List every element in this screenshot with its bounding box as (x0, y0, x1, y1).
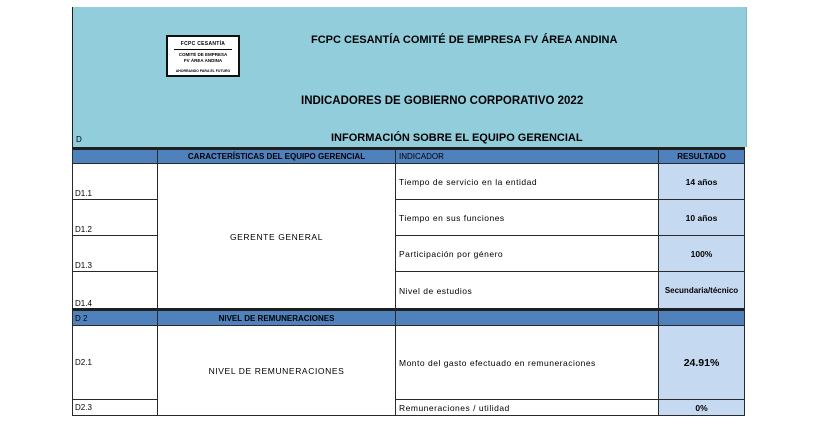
indicator-cell: Remuneraciones / utilidad (395, 399, 659, 416)
report-subtitle: INDICADORES DE GOBIERNO CORPORATIVO 2022 (301, 95, 584, 107)
row-code: D1.4 (72, 271, 158, 310)
row-code: D2.1 (72, 325, 158, 400)
spreadsheet (72, 7, 747, 416)
fcpc-logo: FCPC CESANTÍA COMITÉ DE EMPRESA FV ÁREA ANDINA AHORRANDO PARA EL FUTURO (166, 35, 240, 77)
row-code: D2.3 (72, 399, 158, 416)
row-code: D1.3 (72, 235, 158, 272)
result-cell: 10 años (658, 199, 745, 236)
group-label-gerente: GERENTE GENERAL (157, 163, 396, 310)
result-cell: 24.91% (658, 325, 745, 400)
section2-blank-result (658, 308, 745, 326)
group-label-remuneraciones: NIVEL DE REMUNERACIONES (157, 325, 396, 416)
result-cell: 14 años (658, 163, 745, 200)
section2-blank-indicator (395, 308, 659, 326)
indicator-cell: Nivel de estudios (395, 271, 659, 310)
report-header (72, 7, 747, 147)
column-header-code (72, 147, 158, 164)
column-header-characteristics: CARACTERÍSTICAS DEL EQUIPO GERENCIAL (157, 147, 396, 164)
indicator-cell: Monto del gasto efectuado en remuneraciones (395, 325, 659, 400)
section-code: D (76, 135, 82, 144)
row-code: D1.2 (72, 199, 158, 236)
report-title: FCPC CESANTÍA COMITÉ DE EMPRESA FV ÁREA ANDINA (311, 34, 618, 46)
indicator-cell: Participación por género (395, 235, 659, 272)
column-header-indicator: INDICADOR (395, 147, 659, 164)
result-cell: 0% (658, 399, 745, 416)
section-title: INFORMACIÓN SOBRE EL EQUIPO GERENCIAL (331, 132, 583, 144)
indicator-cell: Tiempo en sus funciones (395, 199, 659, 236)
indicator-cell: Tiempo de servicio en la entidad (395, 163, 659, 200)
section2-code: D 2 (72, 308, 158, 326)
result-cell: Secundaria/técnico (658, 271, 745, 310)
column-header-result: RESULTADO (658, 147, 745, 164)
result-cell: 100% (658, 235, 745, 272)
section2-title: NIVEL DE REMUNERACIONES (157, 308, 396, 326)
row-code: D1.1 (72, 163, 158, 200)
